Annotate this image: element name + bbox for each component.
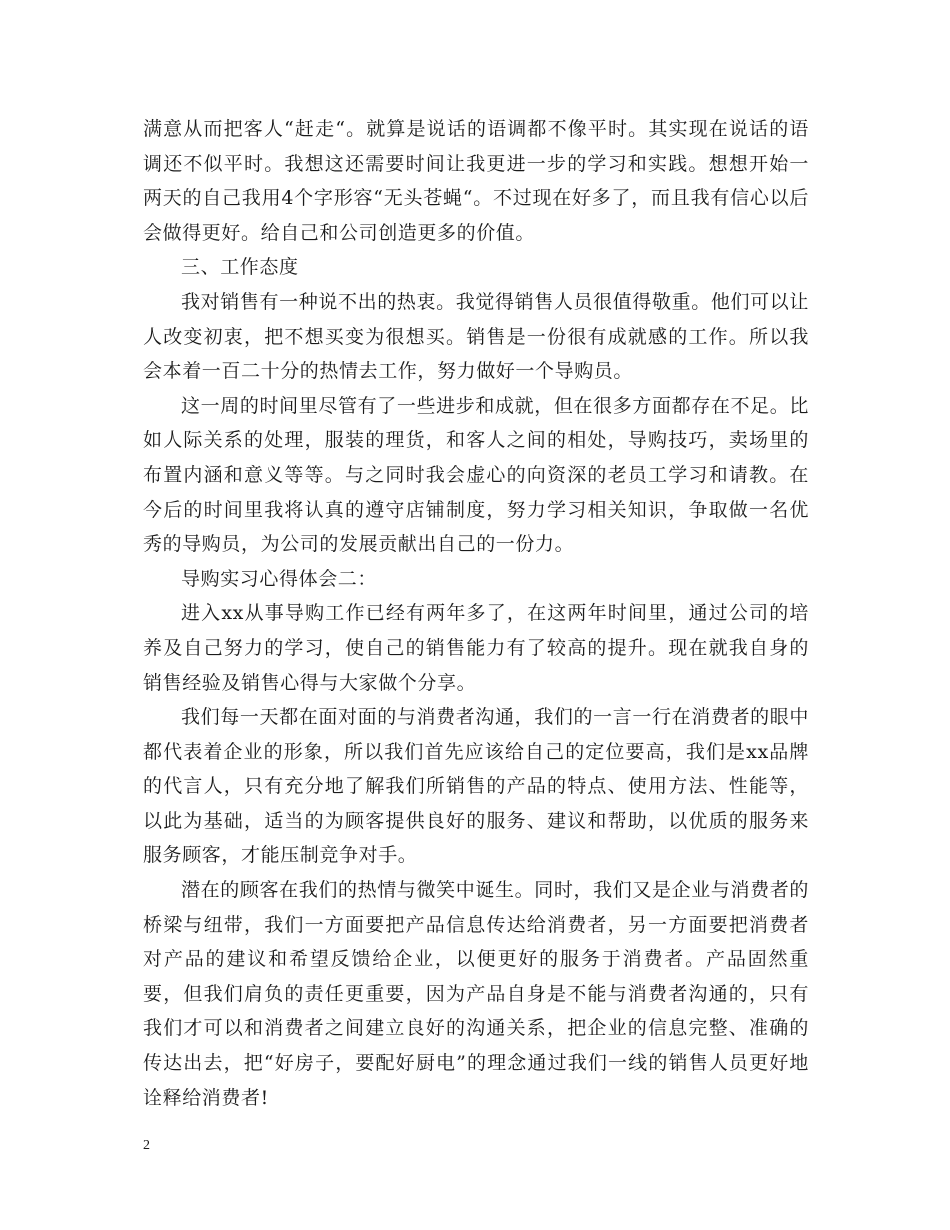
page-number: 2 bbox=[143, 1138, 150, 1153]
section-heading-experience-two: 导购实习心得体会二： bbox=[181, 567, 378, 590]
section-heading-work-attitude: 三、工作态度 bbox=[181, 256, 299, 279]
paragraph-8: 潜在的顾客在我们的热情与微笑中诞生。同时，我们又是企业与消费者的桥梁与纽带，我们一方面要把产品信息传达给消费者，另一方面要把消费者对产品的建议和希望反馈给企业，以便更好的服务于消费者。产品固然重要，但我们肩负的责任更重要，因为产品自身是不能与消费者沟通的，只有我们才可以和消费者之间建立良好的沟通关系，把企业的信息完整、准确的传达出去，把“好房子，要配好厨电”的理念通过我们一线的销售人员更好地诠释给消费者! bbox=[143, 879, 809, 1109]
paragraph-7: 我们每一天都在面对面的与消费者沟通，我们的一言一行在消费者的眼中都代表着企业的形象，所以我们首先应该给自己的定位要高，我们是xx品牌的代言人，只有充分地了解我们所销售的产品的特点、使用方法、性能等，以此为基础，适当的为顾客提供良好的服务、建议和帮助，以优质的服务来服务顾客，才能压制竞争对手。 bbox=[143, 706, 809, 867]
paragraph-4: 这一周的时间里尽管有了一些进步和成就，但在很多方面都存在不足。比如人际关系的处理，服装的理货，和客人之间的相处，导购技巧，卖场里的布置内涵和意义等等。与之同时我会虚心的向资深的老员工学习和请教。在今后的时间里我将认真的遵守店铺制度，努力学习相关知识，争取做一名优秀的导购员，为公司的发展贡献出自己的一份力。 bbox=[143, 394, 809, 556]
document-body bbox=[143, 112, 809, 1115]
paragraph-6: 进入xx从事导购工作已经有两年多了，在这两年时间里，通过公司的培养及自己努力的学习，使自己的销售能力有了较高的提升。现在就我自身的销售经验及销售心得与大家做个分享。 bbox=[143, 602, 809, 694]
paragraph-1: 满意从而把客人“赶走“。就算是说话的语调都不像平时。其实现在说话的语调还不似平时。我想这还需要时间让我更进一步的学习和实践。想想开始一两天的自己我用4个字形容“无头苍蝇“。不过现在好多了，而且我有信心以后会做得更好。给自己和公司创造更多的价值。 bbox=[143, 118, 809, 244]
paragraph-3: 我对销售有一种说不出的热衷。我觉得销售人员很值得敬重。他们可以让人改变初衷，把不想买变为很想买。销售是一份很有成就感的工作。所以我会本着一百二十分的热情去工作，努力做好一个导购员。 bbox=[143, 290, 809, 383]
